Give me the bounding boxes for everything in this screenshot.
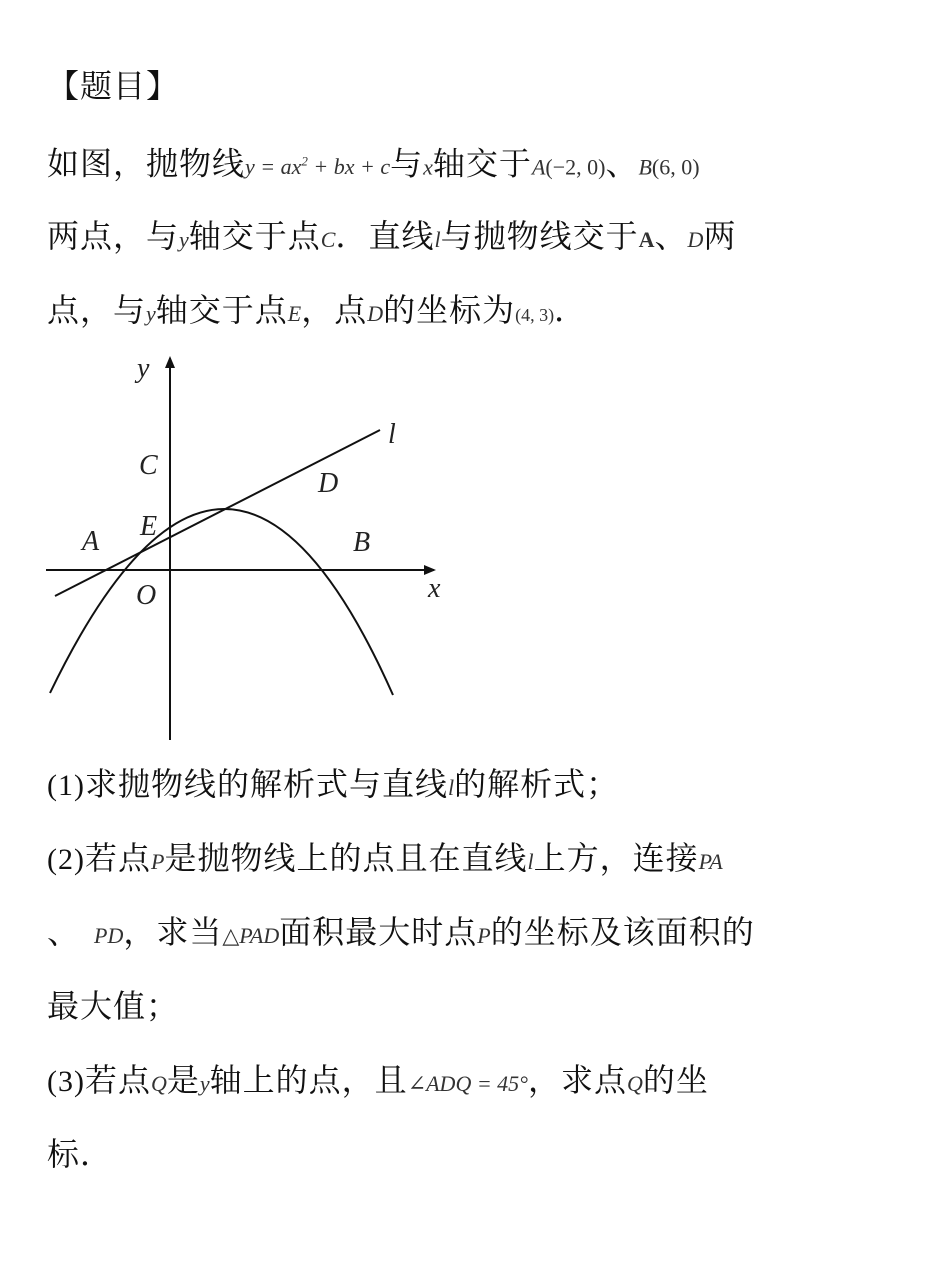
label-E: E: [140, 511, 158, 542]
label-B: B: [353, 527, 371, 558]
point-A: A: [531, 154, 546, 180]
x-axis-label: x: [428, 573, 441, 604]
parabola-diagram: [40, 345, 460, 745]
question-2-line-2: 、 PD，求当△PAD面积最大时点P的坐标及该面积的: [47, 913, 755, 951]
point-B-coord: (6, 0): [651, 154, 700, 180]
origin-label: O: [136, 580, 157, 611]
stem-line-2: 两点，与y轴交于点C．直线l与抛物线交于A、D两: [47, 217, 737, 255]
label-A: A: [82, 526, 100, 557]
stem-line-1: 如图，抛物线$y = ax^2$ + bx + c与x轴交于A(−2, 0)、B(6, 0): [47, 144, 700, 183]
label-line-l: l: [388, 419, 396, 450]
problem-heading: 【题目】: [47, 67, 180, 105]
line-l: [55, 430, 380, 596]
point-B: B: [638, 154, 652, 180]
parabola-curve: [50, 509, 393, 695]
question-1: (1)求抛物线的解析式与直线l的解析式；: [47, 765, 620, 803]
label-D: D: [318, 468, 339, 499]
angle-ADQ: ∠ADQ = 45°: [407, 1071, 528, 1096]
question-3-line-2: 标．: [47, 1135, 114, 1173]
point-E: E: [287, 301, 302, 326]
y-axis-label: y: [137, 353, 150, 384]
question-2-line-3: 最大值；: [47, 987, 180, 1025]
question-3-line-1: (3)若点Q是y轴上的点，且∠ADQ = 45°，求点Q的坐: [47, 1061, 709, 1099]
stem-line-3: 点，与y轴交于点E，点D的坐标为(4, 3)．: [47, 291, 588, 329]
point-A-coord: (−2, 0): [545, 154, 606, 180]
point-C: C: [320, 227, 336, 252]
question-2-line-1: (2)若点P是抛物线上的点且在直线l上方，连接PA: [47, 839, 723, 877]
triangle-PAD: △PAD: [222, 923, 280, 948]
label-C: C: [139, 450, 158, 481]
math-parabola-equation: $y = ax^2$ + bx + c: [245, 154, 391, 180]
point-D-coord: (4, 3): [515, 305, 555, 325]
